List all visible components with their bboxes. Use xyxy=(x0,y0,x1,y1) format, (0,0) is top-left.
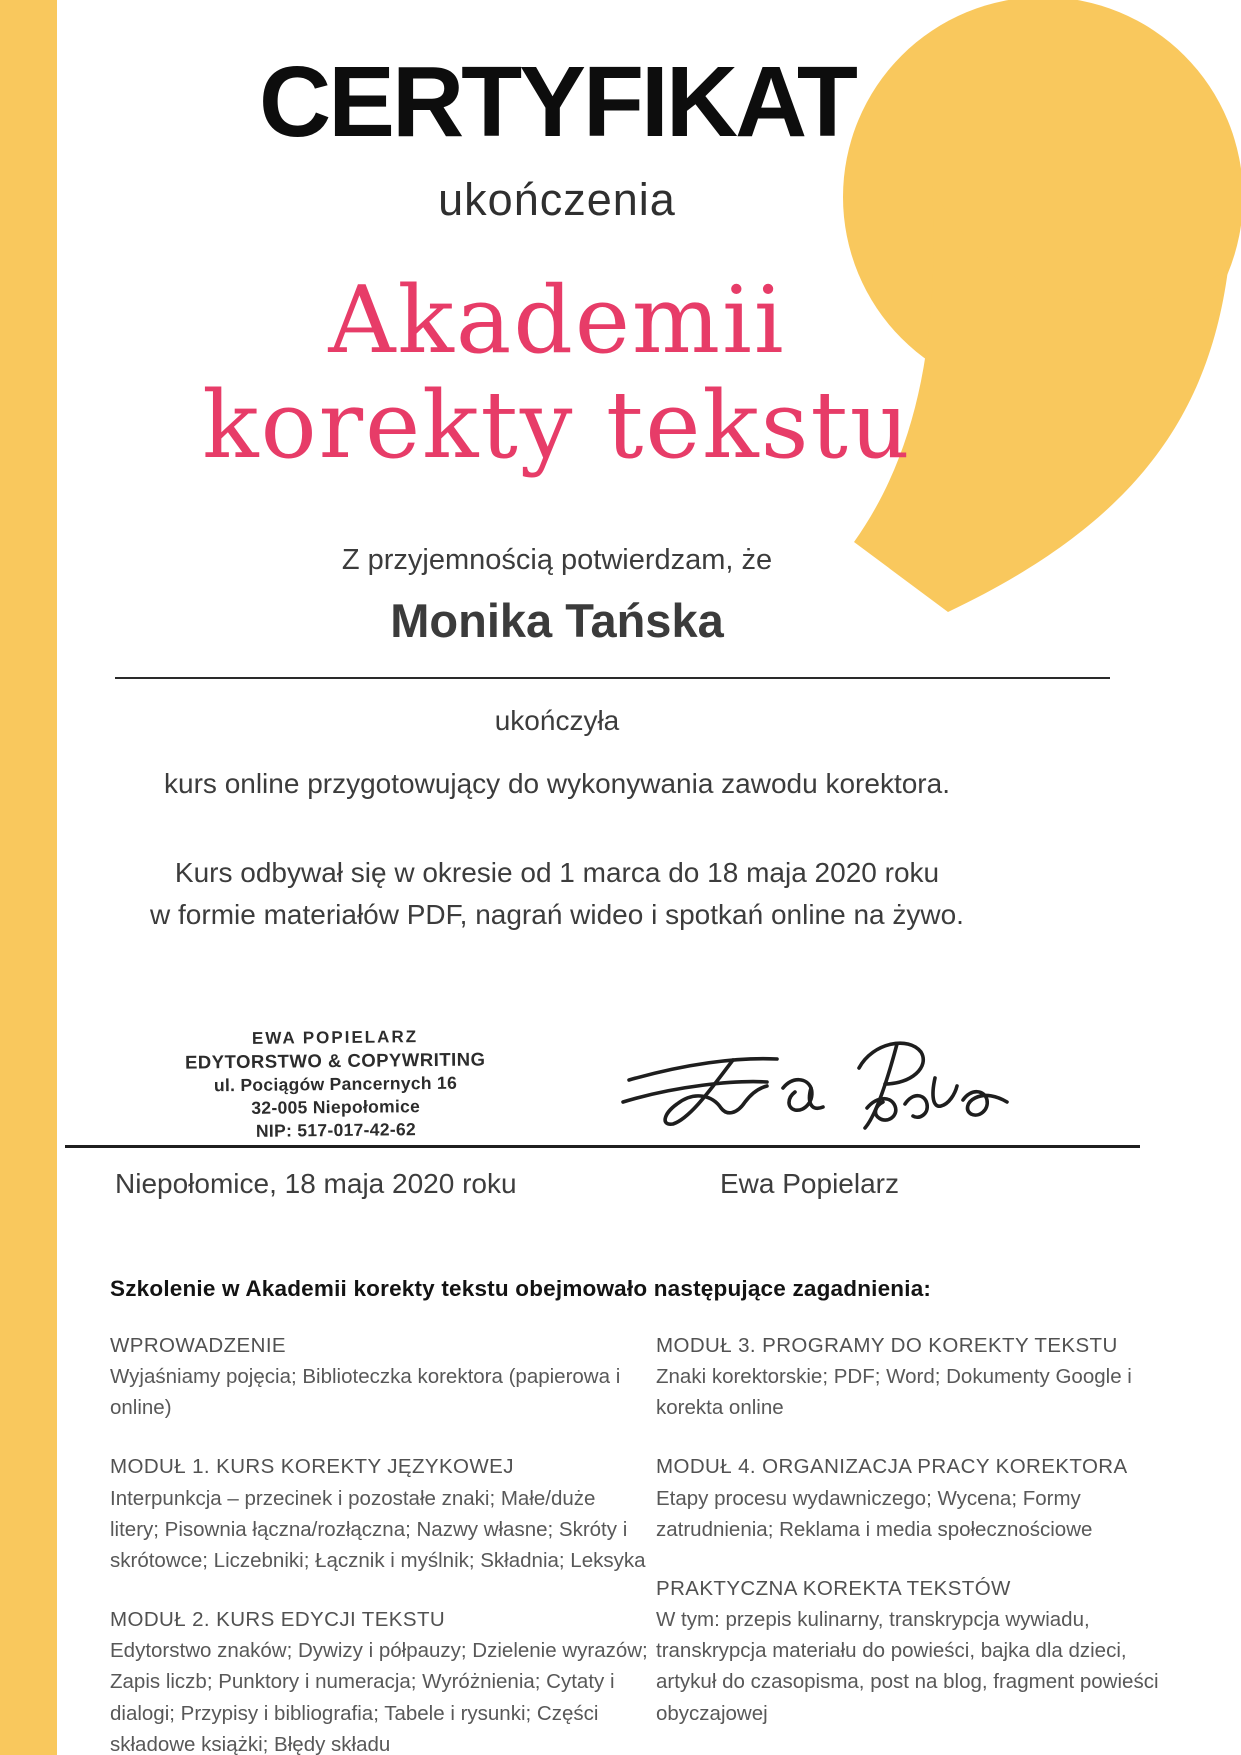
module-title: PRAKTYCZNA KOREKTA TEKSTÓW xyxy=(656,1576,1011,1600)
stamp-street: ul. Pociągów Pancernych 16 xyxy=(213,1072,458,1096)
academy-name xyxy=(57,268,1057,478)
recipient-name: Monika Tańska xyxy=(390,594,724,648)
certificate-title: CERTYFIKAT xyxy=(259,46,855,158)
stamp-company-name: EWA POPIELARZ xyxy=(251,1027,419,1048)
module-title: MODUŁ 3. PROGRAMY DO KOREKTY TEKSTU xyxy=(656,1334,1118,1357)
module-title: MODUŁ 4. ORGANIZACJA PRACY KOREKTORA xyxy=(656,1455,1128,1479)
syllabus-item-modul-3 xyxy=(656,1330,1191,1423)
course-description-line: kurs online przygotowujący do wykonywania zawodu korektora. xyxy=(164,768,950,799)
academy-name-line2: korekty tekstu xyxy=(202,371,912,480)
stamp-nip: NIP: 517-017-42-62 xyxy=(255,1119,417,1141)
stamp-city: 32-005 Niepołomice xyxy=(251,1096,421,1118)
stamp-business-line: EDYTORSTWO & COPYWRITING xyxy=(184,1048,486,1073)
syllabus-item-praktyczna-korekta xyxy=(656,1573,1191,1729)
syllabus-item-wprowadzenie xyxy=(110,1330,650,1423)
course-period-line2: w formie materiałów PDF, nagrań wideo i spotkań online na żywo. xyxy=(150,899,964,930)
completed-word: ukończyła xyxy=(494,705,620,736)
module-body: Znaki korektorskie; PDF; Word; Dokumenty Google i korekta online xyxy=(656,1365,1132,1420)
module-title: MODUŁ 1. KURS KOREKTY JĘZYKOWEJ xyxy=(110,1455,514,1479)
course-period-line1: Kurs odbywał się w okresie od 1 marca do 18 maja 2020 roku xyxy=(174,857,940,888)
syllabus-left-column xyxy=(110,1330,650,1755)
place-and-date: Niepołomice, 18 maja 2020 roku xyxy=(115,1168,517,1199)
module-title: WPROWADZENIE xyxy=(110,1334,287,1357)
course-period-lines xyxy=(57,852,1057,936)
confirmation-line: Z przyjemnością potwierdzam, że xyxy=(341,544,773,577)
syllabus-item-modul-1 xyxy=(110,1451,650,1576)
certificate-main xyxy=(57,0,1057,648)
syllabus-item-modul-4 xyxy=(656,1451,1191,1544)
syllabus-heading: Szkolenie w Akademii korekty tekstu obejmowało następujące zagadnienia: xyxy=(110,1276,932,1301)
recipient-name-underline xyxy=(115,677,1110,679)
module-body: Interpunkcja – przecinek i pozostałe znaki; Małe/duże litery; Pisownia łączna/rozłączna; Nazwy własne; Skróty i skrótowce; Liczebniki; Łącznik i myślnik; Składnia; Leksyka xyxy=(110,1486,646,1572)
certificate-subtitle: ukończenia xyxy=(438,174,676,225)
module-body: Wyjaśniamy pojęcia; Biblioteczka korektora (papierowa i online) xyxy=(110,1365,621,1420)
module-body: Etapy procesu wydawniczego; Wycena; Formy zatrudnienia; Reklama i media społecznościowe xyxy=(656,1486,1093,1541)
footer-divider xyxy=(65,1145,1140,1148)
module-title: MODUŁ 2. KURS EDYCJI TEKSTU xyxy=(110,1608,446,1632)
academy-name-line1: Akademii xyxy=(328,266,786,374)
signer-printed-name: Ewa Popielarz xyxy=(720,1168,899,1199)
module-body: W tym: przepis kulinarny, transkrypcja wywiadu, transkrypcja materiału do powieści, bajka dla dzieci, artykuł do czasopisma, post na blog, fragment powieści obyczajowej xyxy=(656,1608,1159,1725)
left-accent-stripe xyxy=(0,0,57,1755)
syllabus-item-modul-2 xyxy=(110,1604,650,1755)
company-stamp xyxy=(182,1026,488,1142)
module-body: Edytorstwo znaków; Dywizy i półpauzy; Dzielenie wyrazów; Zapis liczb; Punktory i numeracja; Wyróżnienia; Cytaty i dialogi; Przypisy i bibliografia; Tabele i rysunki; Części składowe książki; Błędy składu xyxy=(110,1639,648,1755)
signature-handwriting xyxy=(615,1022,1015,1142)
syllabus-right-column xyxy=(656,1330,1191,1755)
